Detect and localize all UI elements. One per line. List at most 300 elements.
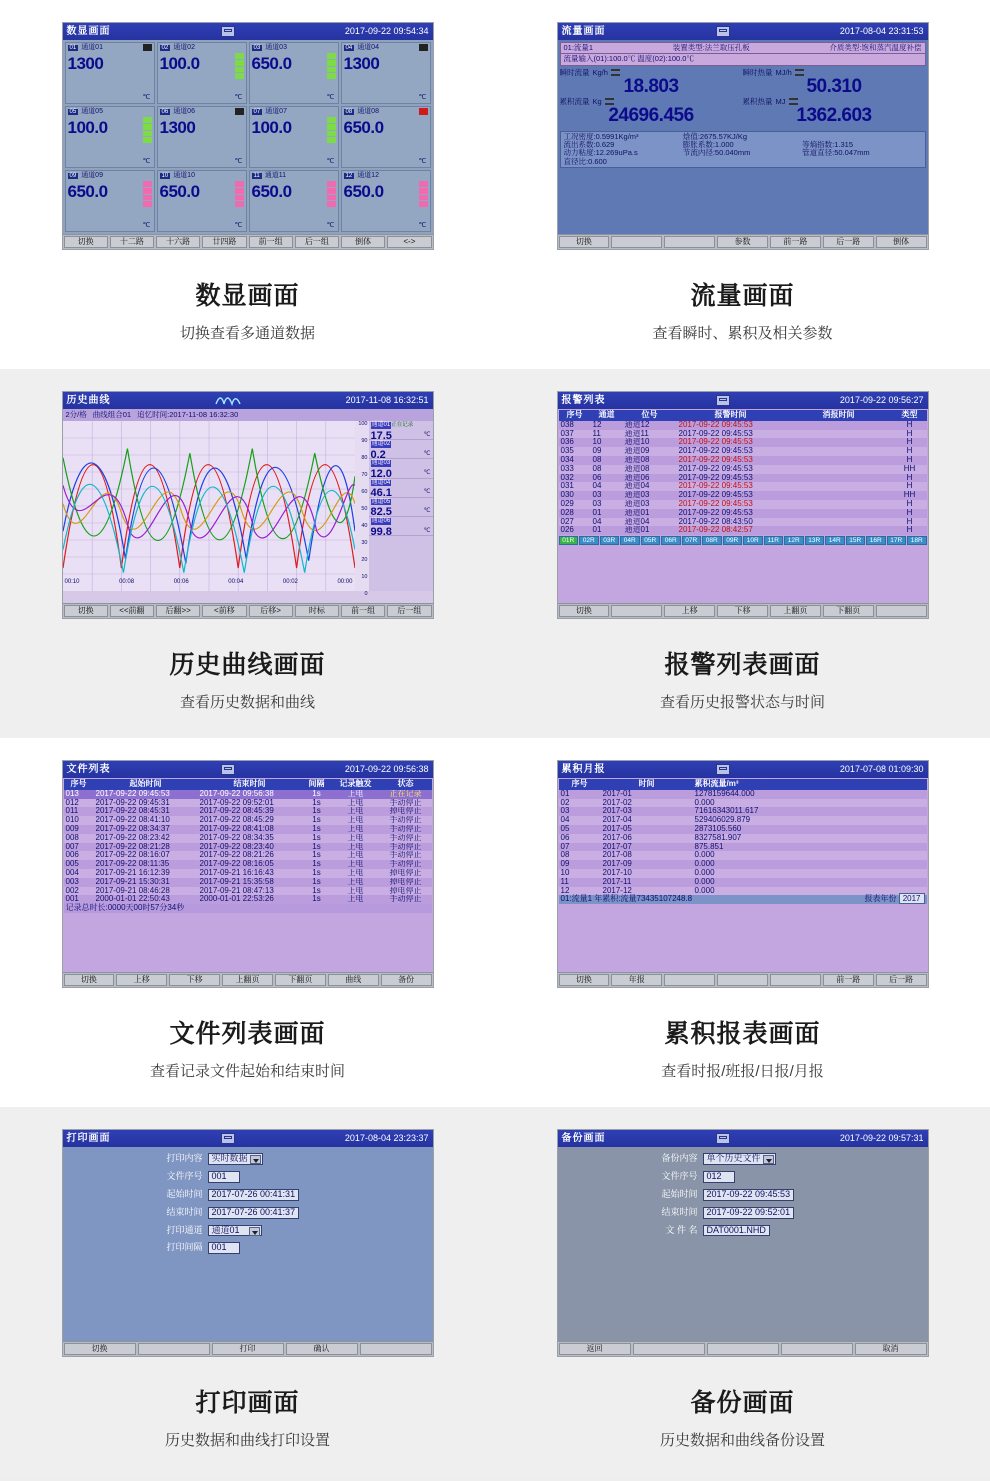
cell-channel: 04 [592,517,602,526]
channel-tile[interactable] [341,42,431,104]
cell-channel: 08 [592,455,602,464]
page-tab[interactable]: 04R [620,536,640,545]
softkey[interactable]: <<前翻 [110,605,154,617]
channel-tile[interactable] [341,106,431,168]
softkey[interactable]: 前一路 [823,974,874,986]
table-row[interactable] [559,430,927,439]
table-row[interactable] [559,878,927,887]
table-row[interactable] [559,474,927,483]
page-tab[interactable]: 03R [600,536,620,545]
table-row[interactable] [64,790,432,799]
curve-plot[interactable] [63,421,355,591]
channel-value: 100.0 [251,117,292,137]
caption [660,1383,825,1450]
cell-seq: 037 [560,429,574,438]
caption [661,1014,824,1081]
table-row[interactable] [559,518,927,527]
caption [180,276,315,343]
channel-value: 650.0 [343,181,384,201]
softkey[interactable] [633,1343,705,1355]
clock: 2017-08-04 23:23:37 [344,1132,429,1143]
table-row[interactable] [559,421,927,430]
legend-value: 82.5 [370,506,392,519]
col-status: 状态 [397,779,414,788]
screen-history-curve[interactable] [62,391,434,619]
report-year-wrap [864,895,924,904]
softkey[interactable]: 下移 [717,605,768,617]
cell-interval: 1s [312,851,321,860]
window-icon-wrap [111,1133,345,1144]
screen-flow[interactable] [557,22,929,250]
cell-time: 2017-05 [602,824,632,833]
table-row[interactable] [64,869,432,878]
file-number-input[interactable]: 001 [208,1171,240,1183]
cell-alarm-time: 2017-09-22 09:45:53 [678,491,753,500]
table-row[interactable] [559,447,927,456]
cell-interval: 1s [312,798,321,807]
softkey[interactable]: <-> [387,236,431,248]
cell-tag: 通道01 [624,526,650,535]
table-row[interactable] [559,807,927,816]
legend-name: 通道01 [371,422,391,428]
curve-rate: 2分/格 [65,409,87,419]
softkey[interactable]: 后一组 [387,605,431,617]
window-icon [716,26,730,37]
softkey[interactable] [664,974,715,986]
channel-head [160,172,244,180]
cell-status: 掉电停止 [389,868,422,877]
softkey[interactable]: 前一组 [341,605,385,617]
cell-alarm-time: 2017-09-22 09:45:53 [678,482,753,491]
softkey[interactable]: <前移 [202,605,246,617]
start-time-input[interactable]: 2017-07-26 00:41:31 [208,1189,300,1201]
table-row[interactable] [559,509,927,518]
channel-tile[interactable] [157,106,247,168]
cell-clear-time [785,474,893,483]
bargraph-dark [419,44,428,51]
page-tab[interactable]: 13R [805,536,825,545]
softkey[interactable]: 前一路 [770,236,821,248]
cell-seq: 01 [560,789,570,798]
softkey[interactable]: 上翻页 [222,974,273,986]
channel-head [160,44,244,52]
backup-content-select[interactable] [703,1153,776,1165]
page-tab[interactable]: 16R [866,536,886,545]
titlebar [63,1130,433,1147]
report-summary: 01:流量1 年累积:流量73435107248.8 [560,894,693,904]
channel-value: 650.0 [251,53,292,73]
page-tab[interactable]: 01R [559,536,579,545]
channel-unit: ℃ [142,94,151,102]
table-row[interactable] [559,851,927,860]
table-row[interactable] [64,807,432,816]
cell-type: H [906,429,913,438]
softkey[interactable] [770,974,821,986]
softkey[interactable]: 上移 [664,605,715,617]
softkey[interactable]: 年报 [611,974,662,986]
cell-end: 2017-09-22 09:56:38 [199,789,274,798]
softkey[interactable] [611,605,662,617]
table-row[interactable] [64,887,432,896]
softkey[interactable]: 上移 [116,974,167,986]
table-row[interactable] [559,816,927,825]
screen-print[interactable] [62,1129,434,1357]
cell-seq: 034 [560,455,574,464]
cell-trigger: 上电 [347,860,364,869]
softkey[interactable] [138,1343,210,1355]
screen-title: 打印画面 [66,1133,111,1144]
col-end-time: 结束时间 [233,779,266,788]
cell-status: 手动停止 [389,833,422,842]
table-row[interactable] [64,816,432,825]
caption [169,645,325,712]
cell-clear-time [785,421,893,430]
softkey[interactable]: 后翻>> [156,605,200,617]
cell-trigger: 上电 [347,851,364,860]
legend-name: 通道06 [371,517,391,524]
record-total-duration: 记录总时长:0000天00时57分34秒 [64,904,432,913]
cell-seq: 001 [65,895,79,904]
screen-backup[interactable] [557,1129,929,1357]
table-row[interactable] [559,834,927,843]
equals-icon [611,69,620,76]
col-seq: 序号 [566,410,583,419]
screen-title: 数显画面 [66,26,111,37]
flow-device-type: 装置类型:法兰取压孔板 [672,43,750,52]
bargraph [143,117,152,143]
channel-tile[interactable] [249,42,339,104]
softkey[interactable]: 参数 [717,236,768,248]
x-tick: 00:08 [119,579,135,585]
param-cell: 节流内径:50.040mm [682,148,751,158]
softkey[interactable]: 取消 [855,1343,927,1355]
legend-value: 17.5 [370,429,392,442]
table-row[interactable] [559,825,927,834]
cell-time: 2017-06 [602,833,632,842]
legend-value: 99.8 [370,525,392,538]
cell-interval: 1s [312,868,321,877]
cell-seq: 11 [560,877,569,886]
screen-monthly-report[interactable] [557,760,929,988]
cell-total: 8327581.907 [694,833,742,842]
cell-seq: 008 [65,833,79,842]
channel-head [68,108,152,116]
legend-item[interactable] [369,421,433,440]
table-row[interactable] [64,799,432,808]
window-icon-wrap [606,1133,840,1144]
caption-sub: 查看历史报警状态与时间 [659,694,825,711]
cell-seq: 036 [560,438,574,447]
channel-tile[interactable] [341,170,431,232]
softkey-bar [558,1341,928,1356]
softkey[interactable]: 倒体 [876,236,927,248]
channel-tile[interactable] [249,170,339,232]
table-row[interactable] [559,869,927,878]
softkey[interactable]: 切换 [559,236,610,248]
screen-title: 累积月报 [561,764,606,775]
channel-unit: ℃ [142,222,151,230]
page-tab[interactable]: 07R [682,536,702,545]
metric-unit: MJ [775,96,786,106]
channel-name: 通道11 [264,172,287,179]
page-tab[interactable]: 11R [764,536,784,545]
channel-head [344,108,428,116]
softkey[interactable]: 十二路 [110,236,154,248]
form-row-file-name [644,1225,928,1237]
softkey[interactable]: 上翻页 [770,605,821,617]
chevron-down-icon[interactable] [249,1227,260,1236]
page-tab[interactable]: 14R [825,536,845,545]
channel-tile[interactable] [157,170,247,232]
field-label: 打印通道 [166,1224,203,1235]
softkey[interactable]: 后一路 [823,236,874,248]
cell-seq: 04 [560,816,570,825]
cell-trigger: 上电 [347,789,364,798]
softkey[interactable]: 切换 [64,605,108,617]
cell-time: 2017-04 [602,816,632,825]
softkey[interactable] [707,1343,779,1355]
form-row-backup-content [644,1153,928,1165]
cell-backup [495,1107,990,1476]
cell-clear-time [785,465,893,474]
param-cell: 工况密度:0.5991Kg/m³ [563,131,639,141]
screen-title: 报警列表 [561,395,606,406]
cell-trigger: 上电 [347,877,364,886]
softkey[interactable]: 倒体 [341,236,385,248]
screen-file-list[interactable] [62,760,434,988]
end-time-input[interactable]: 2017-07-26 00:41:37 [208,1207,300,1219]
print-channel-select[interactable] [208,1225,262,1237]
cell-seq: 027 [560,517,574,526]
softkey[interactable]: 后一组 [295,236,339,248]
page-tab[interactable]: 15R [846,536,866,545]
softkey[interactable]: 切换 [559,974,610,986]
cell-end: 2017-09-22 08:34:35 [199,833,274,842]
legend-item[interactable] [369,440,433,459]
softkey[interactable]: 下移 [169,974,220,986]
metric-total-heat [743,98,926,127]
window-icon [716,764,730,775]
softkey[interactable]: 十六路 [156,236,200,248]
channel-name: 通道10 [173,172,195,179]
chevron-down-icon[interactable] [763,1155,774,1164]
table-row[interactable] [64,843,432,852]
table-row[interactable] [64,878,432,887]
channel-name: 通道04 [357,44,379,51]
softkey[interactable]: 曲线 [328,974,379,986]
bargraph [235,53,244,79]
softkey[interactable]: 下翻页 [823,605,874,617]
window-icon [221,1133,235,1144]
cell-alarm-list [495,369,990,738]
softkey[interactable]: 切换 [64,1343,136,1355]
screen-alarm-list[interactable] [557,391,929,619]
channel-tile[interactable] [65,106,155,168]
channel-value: 1300 [343,53,380,73]
table-row[interactable] [559,526,927,535]
cell-tag: 通道08 [624,464,650,473]
legend-item[interactable] [369,459,433,478]
page-tab[interactable]: 02R [579,536,599,545]
bargraph [327,53,336,79]
softkey-bar [63,1341,433,1356]
col-seq: 序号 [70,779,87,788]
cell-interval: 1s [312,833,321,842]
table-row[interactable] [559,843,927,852]
softkey[interactable]: 切换 [559,605,610,617]
table-row[interactable] [559,456,927,465]
softkey[interactable]: 下翻页 [275,974,326,986]
field-label: 结束时间 [661,1206,698,1217]
screen-digital-display[interactable] [62,22,434,250]
table-row[interactable] [559,482,927,491]
digital-grid [65,42,431,232]
y-tick: 50 [361,506,368,512]
cell-alarm-time: 2017-09-22 09:45:53 [678,447,753,456]
field-value: 通道01 [211,1224,240,1235]
form-row-file-number [644,1171,928,1183]
page-tab[interactable]: 17R [887,536,907,545]
page-tab[interactable]: 18R [907,536,927,545]
softkey[interactable] [717,974,768,986]
cell-type: H [906,455,913,464]
table-row[interactable] [559,438,927,447]
legend-unit: ℃ [423,508,431,515]
cell-end: 2017-09-22 08:23:40 [199,842,274,851]
softkey[interactable]: 廿四路 [202,236,246,248]
file-name-input[interactable]: DAT0001.NHD [703,1225,770,1237]
channel-tile[interactable] [249,106,339,168]
cell-seq: 009 [65,824,79,833]
cell-seq: 12 [560,886,570,895]
table-row[interactable] [64,825,432,834]
legend-item[interactable] [369,517,433,536]
curve-icon-wrap [111,395,346,406]
report-year-value[interactable]: 2017 [899,893,925,904]
legend-unit: ℃ [423,450,431,457]
cell-total: 0.000 [694,798,715,807]
curve-y-axis [355,421,369,597]
cell-end: 2017-09-21 15:35:58 [199,877,274,886]
metric-label: 瞬时流量 [559,67,590,77]
softkey[interactable]: 备份 [381,974,432,986]
backup-form [558,1147,928,1341]
legend-value: 12.0 [370,467,392,480]
cell-time: 2017-09 [602,860,632,869]
channel-name: 通道02 [173,44,195,51]
softkey[interactable]: 打印 [212,1343,284,1355]
window-icon-wrap [111,764,345,775]
form-row-print-content [149,1153,433,1165]
file-number-input[interactable]: 012 [703,1171,735,1183]
cell-total: 529406029.879 [694,816,751,825]
cell-trigger: 上电 [347,816,364,825]
caption-sub: 查看历史数据和曲线 [179,694,315,711]
softkey[interactable]: 后一路 [876,974,927,986]
softkey[interactable]: 返回 [559,1343,631,1355]
chevron-down-icon[interactable] [250,1155,261,1164]
channel-unit: ℃ [142,158,151,166]
legend-item[interactable] [369,479,433,498]
softkey[interactable] [664,236,715,248]
col-trigger: 记录触发 [339,779,372,788]
page-tab[interactable]: 10R [743,536,763,545]
channel-tile[interactable] [65,170,155,232]
legend-item[interactable] [369,498,433,517]
screen-title: 历史曲线 [66,395,111,406]
cell-clear-time [785,447,893,456]
metric-instant-flow [560,69,743,98]
table-row[interactable] [559,799,927,808]
channel-tile[interactable] [157,42,247,104]
page-tab[interactable]: 06R [661,536,681,545]
softkey[interactable] [360,1343,432,1355]
table-row[interactable] [559,465,927,474]
cell-trigger: 上电 [347,798,364,807]
cell-tag: 通道08 [624,455,650,464]
table-row[interactable] [64,834,432,843]
channel-unit: ℃ [418,158,427,166]
page-tab[interactable]: 05R [641,536,661,545]
softkey[interactable]: 后移> [249,605,293,617]
end-time-input[interactable]: 2017-09-22 09:52:01 [703,1207,795,1219]
softkey-bar [558,972,928,987]
cell-type: HH [903,491,916,500]
softkey[interactable] [611,236,662,248]
col-time: 时间 [638,779,655,788]
softkey[interactable]: 时标 [295,605,339,617]
print-content-select[interactable] [208,1153,263,1165]
flow-header-row [560,42,926,54]
softkey[interactable]: 切换 [64,974,115,986]
table-row[interactable] [559,790,927,799]
cell-history-curve [0,369,495,738]
softkey[interactable]: 确认 [286,1343,358,1355]
start-time-input[interactable]: 2017-09-22 09:45:53 [703,1189,795,1201]
curve-recall-time: 追忆时间:2017-11-08 16:32:30 [137,409,239,419]
bargraph-dark [143,44,152,51]
print-interval-input[interactable]: 001 [208,1242,240,1254]
table-row[interactable] [559,860,927,869]
channel-tile[interactable] [65,42,155,104]
cell-time: 2017-12 [602,886,632,895]
softkey[interactable]: 切换 [64,236,108,248]
channel-head [252,172,336,180]
channel-head [68,44,152,52]
softkey[interactable] [781,1343,853,1355]
bargraph [143,181,152,207]
table-row[interactable] [64,851,432,860]
cell-seq: 08 [560,851,570,860]
cell-total: 0.000 [694,886,715,895]
y-tick: 90 [361,438,368,444]
softkey[interactable]: 前一组 [249,236,293,248]
cell-alarm-time: 2017-09-22 09:45:53 [678,499,753,508]
legend-value: 0.2 [370,448,386,461]
table-row[interactable] [64,860,432,869]
page-tab[interactable]: 08R [702,536,722,545]
field-value: 单个历史文件 [706,1153,761,1163]
cell-tag: 通道06 [624,473,650,482]
cell-tag: 通道04 [624,482,650,491]
page-tab[interactable]: 09R [723,536,743,545]
cell-start: 2017-09-22 09:45:31 [95,798,170,807]
channel-name: 通道03 [265,44,287,51]
table-row[interactable] [559,500,927,509]
softkey[interactable] [876,605,927,617]
table-row[interactable] [559,491,927,500]
page-tab[interactable]: 12R [784,536,804,545]
